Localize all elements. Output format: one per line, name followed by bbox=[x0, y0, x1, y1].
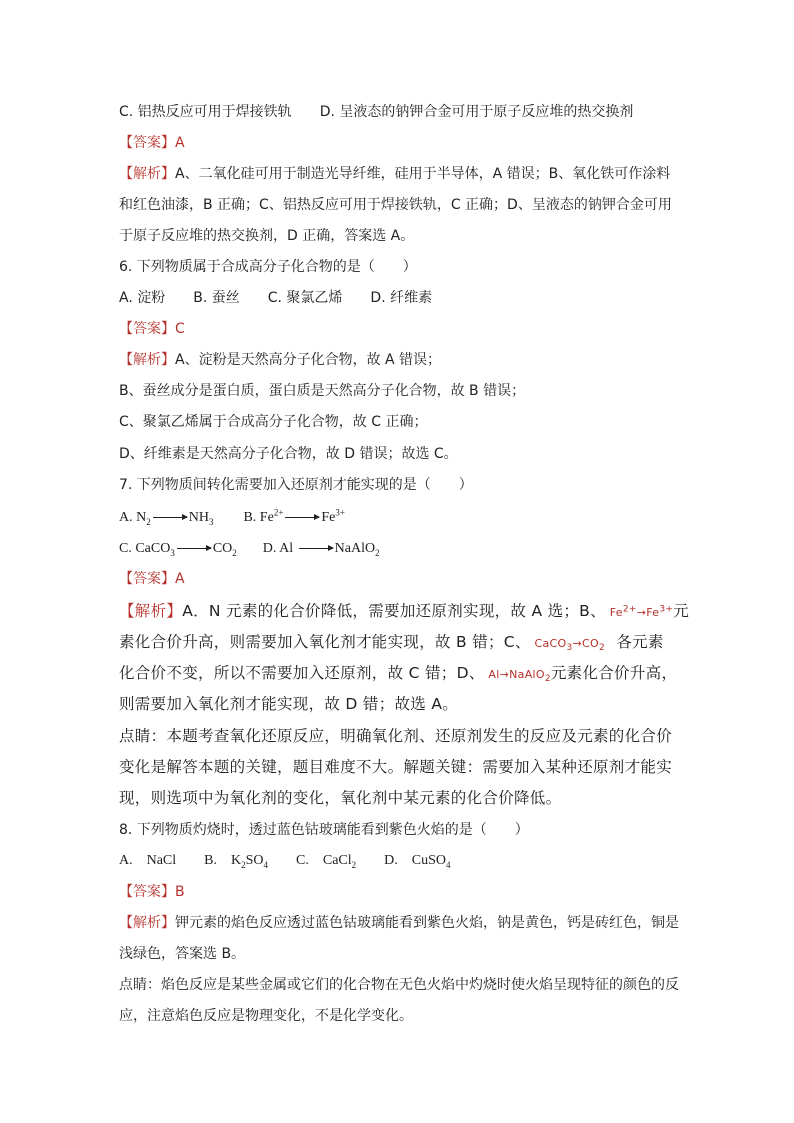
q5-options-cd bbox=[119, 102, 734, 122]
q8-analysis-2: 浅绿色，答案选 B。 bbox=[119, 946, 246, 962]
q5-analysis-3: 于原子反应堆的热交换剂，D 正确，答案选 A。 bbox=[119, 228, 415, 244]
q7-analysis-3: 化合价不变，所以不需要加入还原剂，故 C 错；D、 Al→NaAlO$_2$元素化合价升高， bbox=[119, 664, 678, 685]
q6-analysis-3: C、聚氯乙烯属于合成高分子化合物，故 C 正确； bbox=[119, 414, 428, 430]
q7-stem: 7. 下列物质间转化需要加入还原剂才能实现的是（ ） bbox=[119, 477, 473, 493]
option-d: D. 呈液态的钠钾合金可用于原子反应堆的热交换剂 bbox=[319, 104, 634, 120]
q5-analysis-2: 和红色油漆，B 正确；C、铝热反应可用于焊接铁轨，C 正确；D、呈液态的钠钾合金可用 bbox=[119, 197, 672, 213]
q7-analysis-4: 则需要加入氧化剂才能实现，故 D 错；故选 A。 bbox=[119, 695, 459, 713]
q7-answer: 【答案】A bbox=[119, 571, 185, 587]
q8-analysis-1: 【解析】钾元素的焰色反应透过蓝色钴玻璃能看到紫色火焰，钠是黄色，钙是砖红色，铜是 bbox=[119, 915, 679, 931]
q7-note-2: 变化是解答本题的关键，题目难度不大。解题关键：需要加入某种还原剂才能实 bbox=[119, 758, 673, 776]
q8-answer: 【答案】B bbox=[119, 884, 185, 900]
q6-options: A. 淀粉 B. 蚕丝 C. 聚氯乙烯 D. 纤维素 bbox=[119, 290, 433, 306]
q5-answer: 【答案】A bbox=[119, 135, 185, 151]
q6-stem: 6. 下列物质属于合成高分子化合物的是（ ） bbox=[119, 259, 417, 275]
q5-analysis-1: 【解析】A、二氧化硅可用于制造光导纤维，硅用于半导体，A 错误；B、氧化铁可作涂料 bbox=[119, 166, 671, 182]
q6-analysis-1: 【解析】A、淀粉是天然高分子化合物，故 A 错误； bbox=[119, 352, 442, 368]
q7-note-3: 现，则选项中为氧化剂的变化，氧化剂中某元素的化合价降低。 bbox=[119, 789, 562, 807]
q6-analysis-4: D、纤维素是天然高分子化合物，故 D 错误；故选 C。 bbox=[119, 446, 458, 462]
q8-options: A. NaCl B. $K_2SO_4$ C. CaCl$_2$ D. CuSO$_4$ bbox=[119, 853, 451, 870]
q7-note-1: 点睛：本题考查氧化还原反应，明确氧化剂、还原剂发生的反应及元素的化合价 bbox=[119, 727, 673, 745]
q8-note-1: 点睛：焰色反应是某些金属或它们的化合物在无色火焰中灼烧时使火焰呈现特征的颜色的反 bbox=[119, 977, 679, 993]
q7-analysis-2: 素化合价升高，则需要加入氧化剂才能实现，故 B 错；C、 $CaCO_3\to CO_2$ 各元素 bbox=[119, 633, 664, 654]
q6-answer: 【答案】C bbox=[119, 321, 185, 337]
q7-options-ab: A. $N_2$ $NH_3$ B. $Fe^{2+}$ $Fe^{3+}$ bbox=[119, 507, 345, 527]
q7-analysis-1: 【解析】A．N 元素的化合价降低，需要加还原剂实现，故 A 选；B、 $Fe^{2+}\to Fe^{3+}$元 bbox=[119, 602, 689, 620]
q6-analysis-2: B、蚕丝成分是蛋白质，蛋白质是天然高分子化合物，故 B 错误； bbox=[119, 383, 526, 399]
q8-note-2: 应，注意焰色反应是物理变化，不是化学变化。 bbox=[119, 1008, 413, 1024]
q8-stem: 8. 下列物质灼烧时，透过蓝色钴玻璃能看到紫色火焰的是（ ） bbox=[119, 822, 529, 838]
option-c: C. 铝热反应可用于焊接铁轨 bbox=[119, 104, 292, 120]
q7-options-cd: C. CaCO$_3$ $CO_2$ D. Al NaAlO$_2$ bbox=[119, 541, 380, 558]
